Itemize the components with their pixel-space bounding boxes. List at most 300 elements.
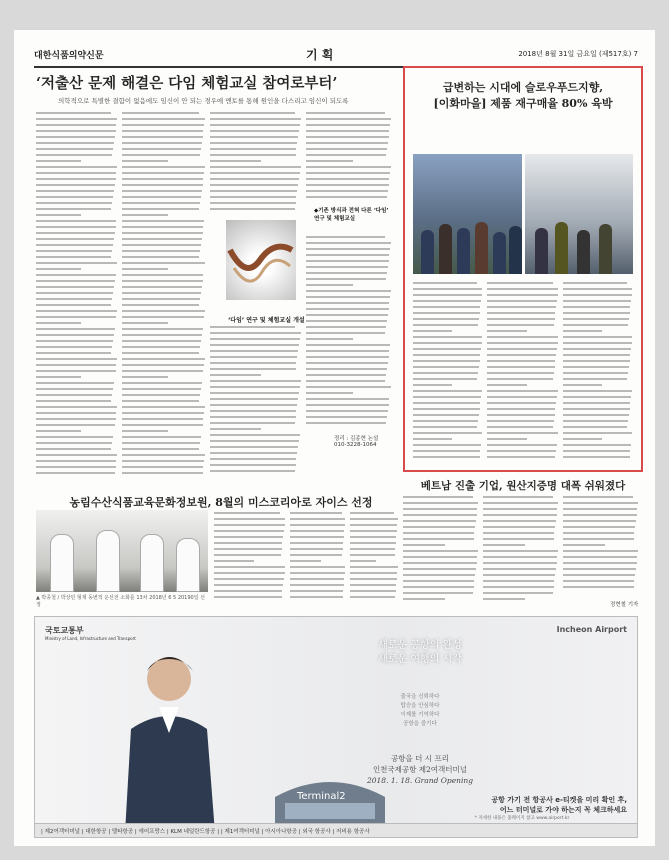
text-line bbox=[290, 542, 343, 544]
text-line bbox=[403, 538, 474, 540]
text-line bbox=[350, 530, 397, 532]
text-line bbox=[563, 348, 631, 350]
text-line bbox=[36, 328, 115, 330]
ad-opening-text bbox=[335, 753, 505, 786]
text-line bbox=[210, 452, 297, 454]
text-line bbox=[290, 590, 343, 592]
text-line bbox=[122, 358, 205, 360]
text-line bbox=[487, 288, 558, 290]
text-line bbox=[563, 586, 634, 588]
text-line bbox=[306, 320, 387, 322]
text-line bbox=[36, 142, 114, 144]
text-line bbox=[36, 412, 116, 414]
text-line bbox=[403, 502, 478, 504]
text-line bbox=[122, 268, 168, 270]
side-story-column-1 bbox=[403, 496, 479, 604]
text-line bbox=[563, 520, 636, 522]
cta-line2: 어느 터미널로 가야 하는지 꼭 체크하세요 bbox=[499, 806, 627, 814]
text-line bbox=[122, 298, 200, 300]
text-line bbox=[36, 136, 115, 138]
ad-airline-footer: | 제2여객터미널 | 대한항공 | 델타항공 | 에어프랑스 | KLM 네덜란드항공 | | 제1여객터미널 | 아시아나항공 | 외국 항공사 | 저비용 항공사 bbox=[35, 823, 637, 837]
text-line bbox=[563, 330, 602, 332]
text-line bbox=[563, 312, 630, 314]
opening-line3: 2018. 1. 18. Grand Opening bbox=[366, 776, 474, 785]
text-line bbox=[290, 566, 345, 568]
ad-small-line: 이제를 기억하다 bbox=[400, 712, 440, 718]
text-line bbox=[36, 262, 117, 264]
text-line bbox=[413, 420, 478, 422]
ad-tagline-line2: 새로운 여행의 시작 bbox=[378, 654, 462, 665]
text-line bbox=[306, 422, 386, 424]
text-line bbox=[563, 456, 630, 458]
feature-headline-line1: 급변하는 시대에 슬로우푸드지향, bbox=[442, 81, 604, 94]
text-line bbox=[36, 208, 111, 210]
text-line bbox=[36, 220, 116, 222]
text-line bbox=[210, 154, 296, 156]
text-line bbox=[36, 286, 114, 288]
text-line bbox=[36, 226, 116, 228]
text-line bbox=[413, 396, 481, 398]
text-line bbox=[483, 598, 525, 600]
text-line bbox=[36, 424, 115, 426]
opening-line2: 인천국제공항 제2여객터미널 bbox=[372, 765, 468, 774]
text-line bbox=[413, 318, 479, 320]
text-line bbox=[122, 160, 168, 162]
text-line bbox=[487, 312, 555, 314]
ad-tagline bbox=[340, 639, 500, 667]
text-line bbox=[36, 406, 117, 408]
text-line bbox=[214, 590, 282, 592]
text-line bbox=[413, 288, 482, 290]
text-line bbox=[487, 360, 555, 362]
text-line bbox=[563, 378, 627, 380]
text-line bbox=[413, 336, 482, 338]
text-line bbox=[36, 316, 116, 318]
text-line bbox=[210, 338, 300, 340]
text-line bbox=[403, 586, 474, 588]
text-line bbox=[306, 392, 353, 394]
text-line bbox=[210, 374, 261, 376]
text-line bbox=[210, 130, 299, 132]
incheon-airport-logo: Incheon Airport bbox=[556, 625, 627, 634]
text-line bbox=[36, 268, 81, 270]
text-line bbox=[487, 396, 557, 398]
text-line bbox=[487, 354, 556, 356]
text-line bbox=[306, 266, 388, 268]
main-byline: 정리 : 김종현 논설 bbox=[334, 436, 379, 442]
text-line bbox=[483, 538, 554, 540]
text-line bbox=[563, 420, 628, 422]
text-line bbox=[563, 580, 634, 582]
text-line bbox=[122, 208, 199, 210]
text-line bbox=[36, 400, 111, 402]
text-line bbox=[214, 572, 285, 574]
text-line bbox=[214, 584, 283, 586]
text-line bbox=[483, 562, 557, 564]
text-line bbox=[210, 124, 300, 126]
text-line bbox=[36, 460, 116, 462]
text-line bbox=[563, 390, 632, 392]
text-line bbox=[210, 386, 300, 388]
text-line bbox=[122, 310, 205, 312]
text-line bbox=[122, 316, 204, 318]
text-line bbox=[306, 166, 391, 168]
text-line bbox=[350, 560, 376, 562]
feature-box bbox=[403, 66, 643, 472]
sub-heading-method: ◆기존 방식과 전혀 다른 ‘다임’ 연구 및 체험교실 bbox=[314, 208, 389, 222]
text-line bbox=[122, 466, 203, 468]
text-line bbox=[122, 232, 203, 234]
text-line bbox=[563, 444, 631, 446]
text-line bbox=[36, 172, 116, 174]
text-line bbox=[306, 416, 387, 418]
text-line bbox=[563, 288, 632, 290]
text-line bbox=[210, 410, 296, 412]
text-line bbox=[210, 356, 297, 358]
text-line bbox=[487, 426, 553, 428]
text-line bbox=[487, 348, 557, 350]
text-line bbox=[487, 438, 527, 440]
main-column-4 bbox=[306, 112, 392, 202]
text-line bbox=[36, 442, 112, 444]
ad-small-lines bbox=[340, 693, 500, 729]
text-line bbox=[122, 346, 200, 348]
text-line bbox=[306, 184, 389, 186]
model-figure-icon bbox=[105, 637, 235, 833]
text-line bbox=[413, 372, 478, 374]
main-column-2 bbox=[122, 112, 206, 482]
text-line bbox=[36, 196, 113, 198]
text-line bbox=[36, 112, 111, 114]
dateline: 2018년 8월 31일 금요일 (제517호) 7 bbox=[518, 50, 638, 58]
text-line bbox=[36, 184, 115, 186]
text-line bbox=[122, 400, 199, 402]
text-line bbox=[403, 556, 477, 558]
ad-small-line: 탑승을 안심하다 bbox=[400, 703, 440, 709]
text-line bbox=[350, 536, 396, 538]
text-line bbox=[306, 254, 389, 256]
text-line bbox=[122, 184, 203, 186]
text-line bbox=[210, 416, 296, 418]
side-story-column-2 bbox=[483, 496, 559, 604]
text-line bbox=[306, 196, 387, 198]
text-line bbox=[122, 286, 202, 288]
text-line bbox=[122, 172, 204, 174]
text-line bbox=[306, 112, 385, 114]
text-line bbox=[290, 512, 342, 514]
text-line bbox=[403, 496, 473, 498]
ad-notice: * 자세한 내용은 홈페이지 참고 www.airport.kr bbox=[474, 816, 570, 821]
chef-photo-caption: ▲ 박종철 / 박상민 형제 동변적 운선전 소화를 13차 2018년 6 5 20190일 선정 bbox=[36, 595, 205, 608]
text-line bbox=[122, 274, 203, 276]
text-line bbox=[306, 290, 391, 292]
text-line bbox=[36, 154, 112, 156]
text-line bbox=[413, 366, 479, 368]
text-line bbox=[122, 442, 200, 444]
text-line bbox=[36, 358, 117, 360]
text-line bbox=[36, 436, 113, 438]
text-line bbox=[563, 426, 627, 428]
text-line bbox=[306, 190, 388, 192]
text-line bbox=[563, 318, 629, 320]
text-line bbox=[210, 470, 295, 472]
text-line bbox=[122, 142, 202, 144]
text-line bbox=[210, 196, 296, 198]
text-line bbox=[214, 554, 281, 556]
text-line bbox=[413, 300, 481, 302]
text-line bbox=[563, 294, 632, 296]
feature-headline bbox=[405, 80, 641, 112]
text-line bbox=[36, 280, 115, 282]
text-line bbox=[290, 530, 344, 532]
text-line bbox=[487, 420, 554, 422]
text-line bbox=[122, 424, 203, 426]
text-line bbox=[350, 596, 395, 598]
text-line bbox=[563, 432, 632, 434]
text-line bbox=[413, 360, 480, 362]
text-line bbox=[36, 382, 114, 384]
text-line bbox=[36, 130, 116, 132]
text-line bbox=[214, 578, 284, 580]
newspaper-page bbox=[14, 30, 655, 846]
text-line bbox=[210, 202, 296, 204]
text-line bbox=[122, 220, 204, 222]
text-line bbox=[563, 408, 630, 410]
text-line bbox=[122, 256, 199, 258]
text-line bbox=[210, 142, 297, 144]
text-line bbox=[487, 402, 556, 404]
text-line bbox=[563, 502, 638, 504]
text-line bbox=[36, 304, 111, 306]
text-line bbox=[413, 450, 480, 452]
text-line bbox=[36, 256, 111, 258]
text-line bbox=[563, 414, 629, 416]
text-line bbox=[210, 332, 301, 334]
text-line bbox=[122, 418, 203, 420]
text-line bbox=[563, 360, 630, 362]
text-line bbox=[210, 148, 296, 150]
text-line bbox=[210, 112, 295, 114]
text-line bbox=[210, 208, 295, 210]
text-line bbox=[350, 578, 397, 580]
text-line bbox=[210, 422, 295, 424]
text-line bbox=[413, 438, 452, 440]
main-column-3b bbox=[210, 326, 302, 476]
text-line bbox=[306, 136, 389, 138]
text-line bbox=[214, 524, 285, 526]
text-line bbox=[210, 184, 298, 186]
text-line bbox=[413, 306, 480, 308]
text-line bbox=[483, 568, 556, 570]
text-line bbox=[483, 544, 525, 546]
text-line bbox=[122, 304, 199, 306]
text-line bbox=[122, 148, 201, 150]
text-line bbox=[306, 278, 386, 280]
opening-line1: 공항을 더 시 프리 bbox=[391, 754, 449, 763]
text-line bbox=[36, 124, 116, 126]
text-line bbox=[290, 548, 343, 550]
text-line bbox=[36, 160, 81, 162]
text-line bbox=[122, 412, 204, 414]
main-contact: 010-3228-1064 bbox=[334, 442, 377, 448]
text-line bbox=[122, 460, 204, 462]
text-line bbox=[306, 374, 386, 376]
text-line bbox=[306, 362, 388, 364]
text-line bbox=[36, 190, 114, 192]
text-line bbox=[122, 376, 168, 378]
text-line bbox=[122, 364, 204, 366]
text-line bbox=[306, 142, 388, 144]
text-line bbox=[487, 432, 558, 434]
text-line bbox=[306, 356, 389, 358]
text-line bbox=[290, 584, 344, 586]
chef-photo bbox=[36, 510, 208, 592]
text-line bbox=[210, 380, 301, 382]
text-line bbox=[36, 334, 114, 336]
second-headline: 농림수산식품교육문화정보원, 8월의 미스코리아로 자이스 선정 bbox=[69, 496, 373, 509]
text-line bbox=[483, 526, 555, 528]
text-line bbox=[487, 324, 554, 326]
text-line bbox=[487, 306, 556, 308]
text-line bbox=[210, 136, 298, 138]
text-line bbox=[483, 496, 553, 498]
text-line bbox=[487, 366, 555, 368]
text-line bbox=[122, 244, 201, 246]
text-line bbox=[487, 414, 555, 416]
text-line bbox=[483, 586, 554, 588]
text-line bbox=[487, 444, 557, 446]
text-line bbox=[306, 302, 389, 304]
text-line bbox=[413, 444, 481, 446]
text-line bbox=[36, 298, 112, 300]
text-line bbox=[36, 202, 112, 204]
text-line bbox=[36, 448, 111, 450]
text-line bbox=[306, 332, 385, 334]
side-story-byline: 정현철 기자 bbox=[610, 602, 639, 608]
text-line bbox=[403, 520, 476, 522]
text-line bbox=[413, 312, 480, 314]
text-line bbox=[563, 556, 637, 558]
text-line bbox=[563, 324, 628, 326]
text-line bbox=[214, 530, 284, 532]
text-line bbox=[306, 242, 391, 244]
text-line bbox=[290, 536, 344, 538]
text-line bbox=[563, 574, 635, 576]
text-line bbox=[563, 384, 602, 386]
text-line bbox=[214, 518, 285, 520]
text-line bbox=[122, 190, 202, 192]
text-line bbox=[413, 426, 477, 428]
text-line bbox=[36, 238, 114, 240]
second-column-1 bbox=[214, 512, 286, 604]
text-line bbox=[306, 154, 386, 156]
text-line bbox=[290, 572, 345, 574]
text-line bbox=[122, 196, 201, 198]
text-line bbox=[306, 314, 388, 316]
text-line bbox=[350, 554, 395, 556]
airport-advertisement bbox=[34, 616, 638, 838]
text-line bbox=[122, 112, 199, 114]
text-line bbox=[403, 532, 474, 534]
text-line bbox=[290, 554, 342, 556]
text-line bbox=[306, 386, 391, 388]
text-line bbox=[403, 562, 477, 564]
text-line bbox=[36, 430, 81, 432]
text-line bbox=[563, 562, 637, 564]
text-line bbox=[306, 178, 389, 180]
text-line bbox=[122, 340, 201, 342]
text-line bbox=[306, 284, 353, 286]
text-line bbox=[122, 382, 202, 384]
text-line bbox=[122, 388, 201, 390]
main-column-1 bbox=[36, 112, 118, 482]
text-line bbox=[210, 434, 300, 436]
main-headline: ‘저출산 문제 해결은 다임 체험교실 참여로부터’ bbox=[36, 75, 338, 92]
text-line bbox=[122, 166, 205, 168]
masthead bbox=[34, 44, 638, 68]
text-line bbox=[36, 250, 112, 252]
text-line bbox=[350, 590, 396, 592]
text-line bbox=[36, 352, 111, 354]
text-line bbox=[214, 542, 282, 544]
text-line bbox=[563, 514, 637, 516]
second-column-3 bbox=[350, 512, 398, 604]
text-line bbox=[413, 348, 481, 350]
text-line bbox=[122, 154, 200, 156]
text-line bbox=[122, 322, 168, 324]
text-line bbox=[403, 592, 473, 594]
text-line bbox=[306, 338, 353, 340]
text-line bbox=[122, 124, 204, 126]
text-line bbox=[563, 532, 634, 534]
feature-column-3 bbox=[563, 282, 633, 464]
text-line bbox=[483, 556, 557, 558]
text-line bbox=[413, 456, 480, 458]
text-line bbox=[122, 118, 205, 120]
text-line bbox=[413, 324, 478, 326]
text-line bbox=[306, 380, 385, 382]
text-line bbox=[306, 272, 387, 274]
text-line bbox=[483, 508, 557, 510]
text-line bbox=[487, 330, 527, 332]
text-line bbox=[290, 518, 345, 520]
text-line bbox=[214, 560, 254, 562]
text-line bbox=[487, 300, 557, 302]
text-line bbox=[563, 508, 637, 510]
text-line bbox=[483, 580, 554, 582]
text-line bbox=[214, 596, 282, 598]
section-title: 기 획 bbox=[306, 48, 334, 62]
text-line bbox=[122, 202, 200, 204]
text-line bbox=[306, 236, 385, 238]
text-line bbox=[350, 542, 396, 544]
text-line bbox=[306, 160, 353, 162]
text-line bbox=[210, 166, 301, 168]
ad-small-line: 출국을 신뢰하다 bbox=[400, 694, 440, 700]
text-line bbox=[306, 124, 390, 126]
text-line bbox=[214, 566, 285, 568]
text-line bbox=[122, 214, 168, 216]
feature-column-2 bbox=[487, 282, 559, 464]
text-line bbox=[306, 260, 389, 262]
feature-photos bbox=[413, 154, 633, 274]
wave-illustration bbox=[226, 220, 296, 300]
text-line bbox=[563, 366, 629, 368]
text-line bbox=[563, 336, 632, 338]
text-line bbox=[413, 378, 477, 380]
text-line bbox=[563, 402, 630, 404]
text-line bbox=[210, 440, 299, 442]
